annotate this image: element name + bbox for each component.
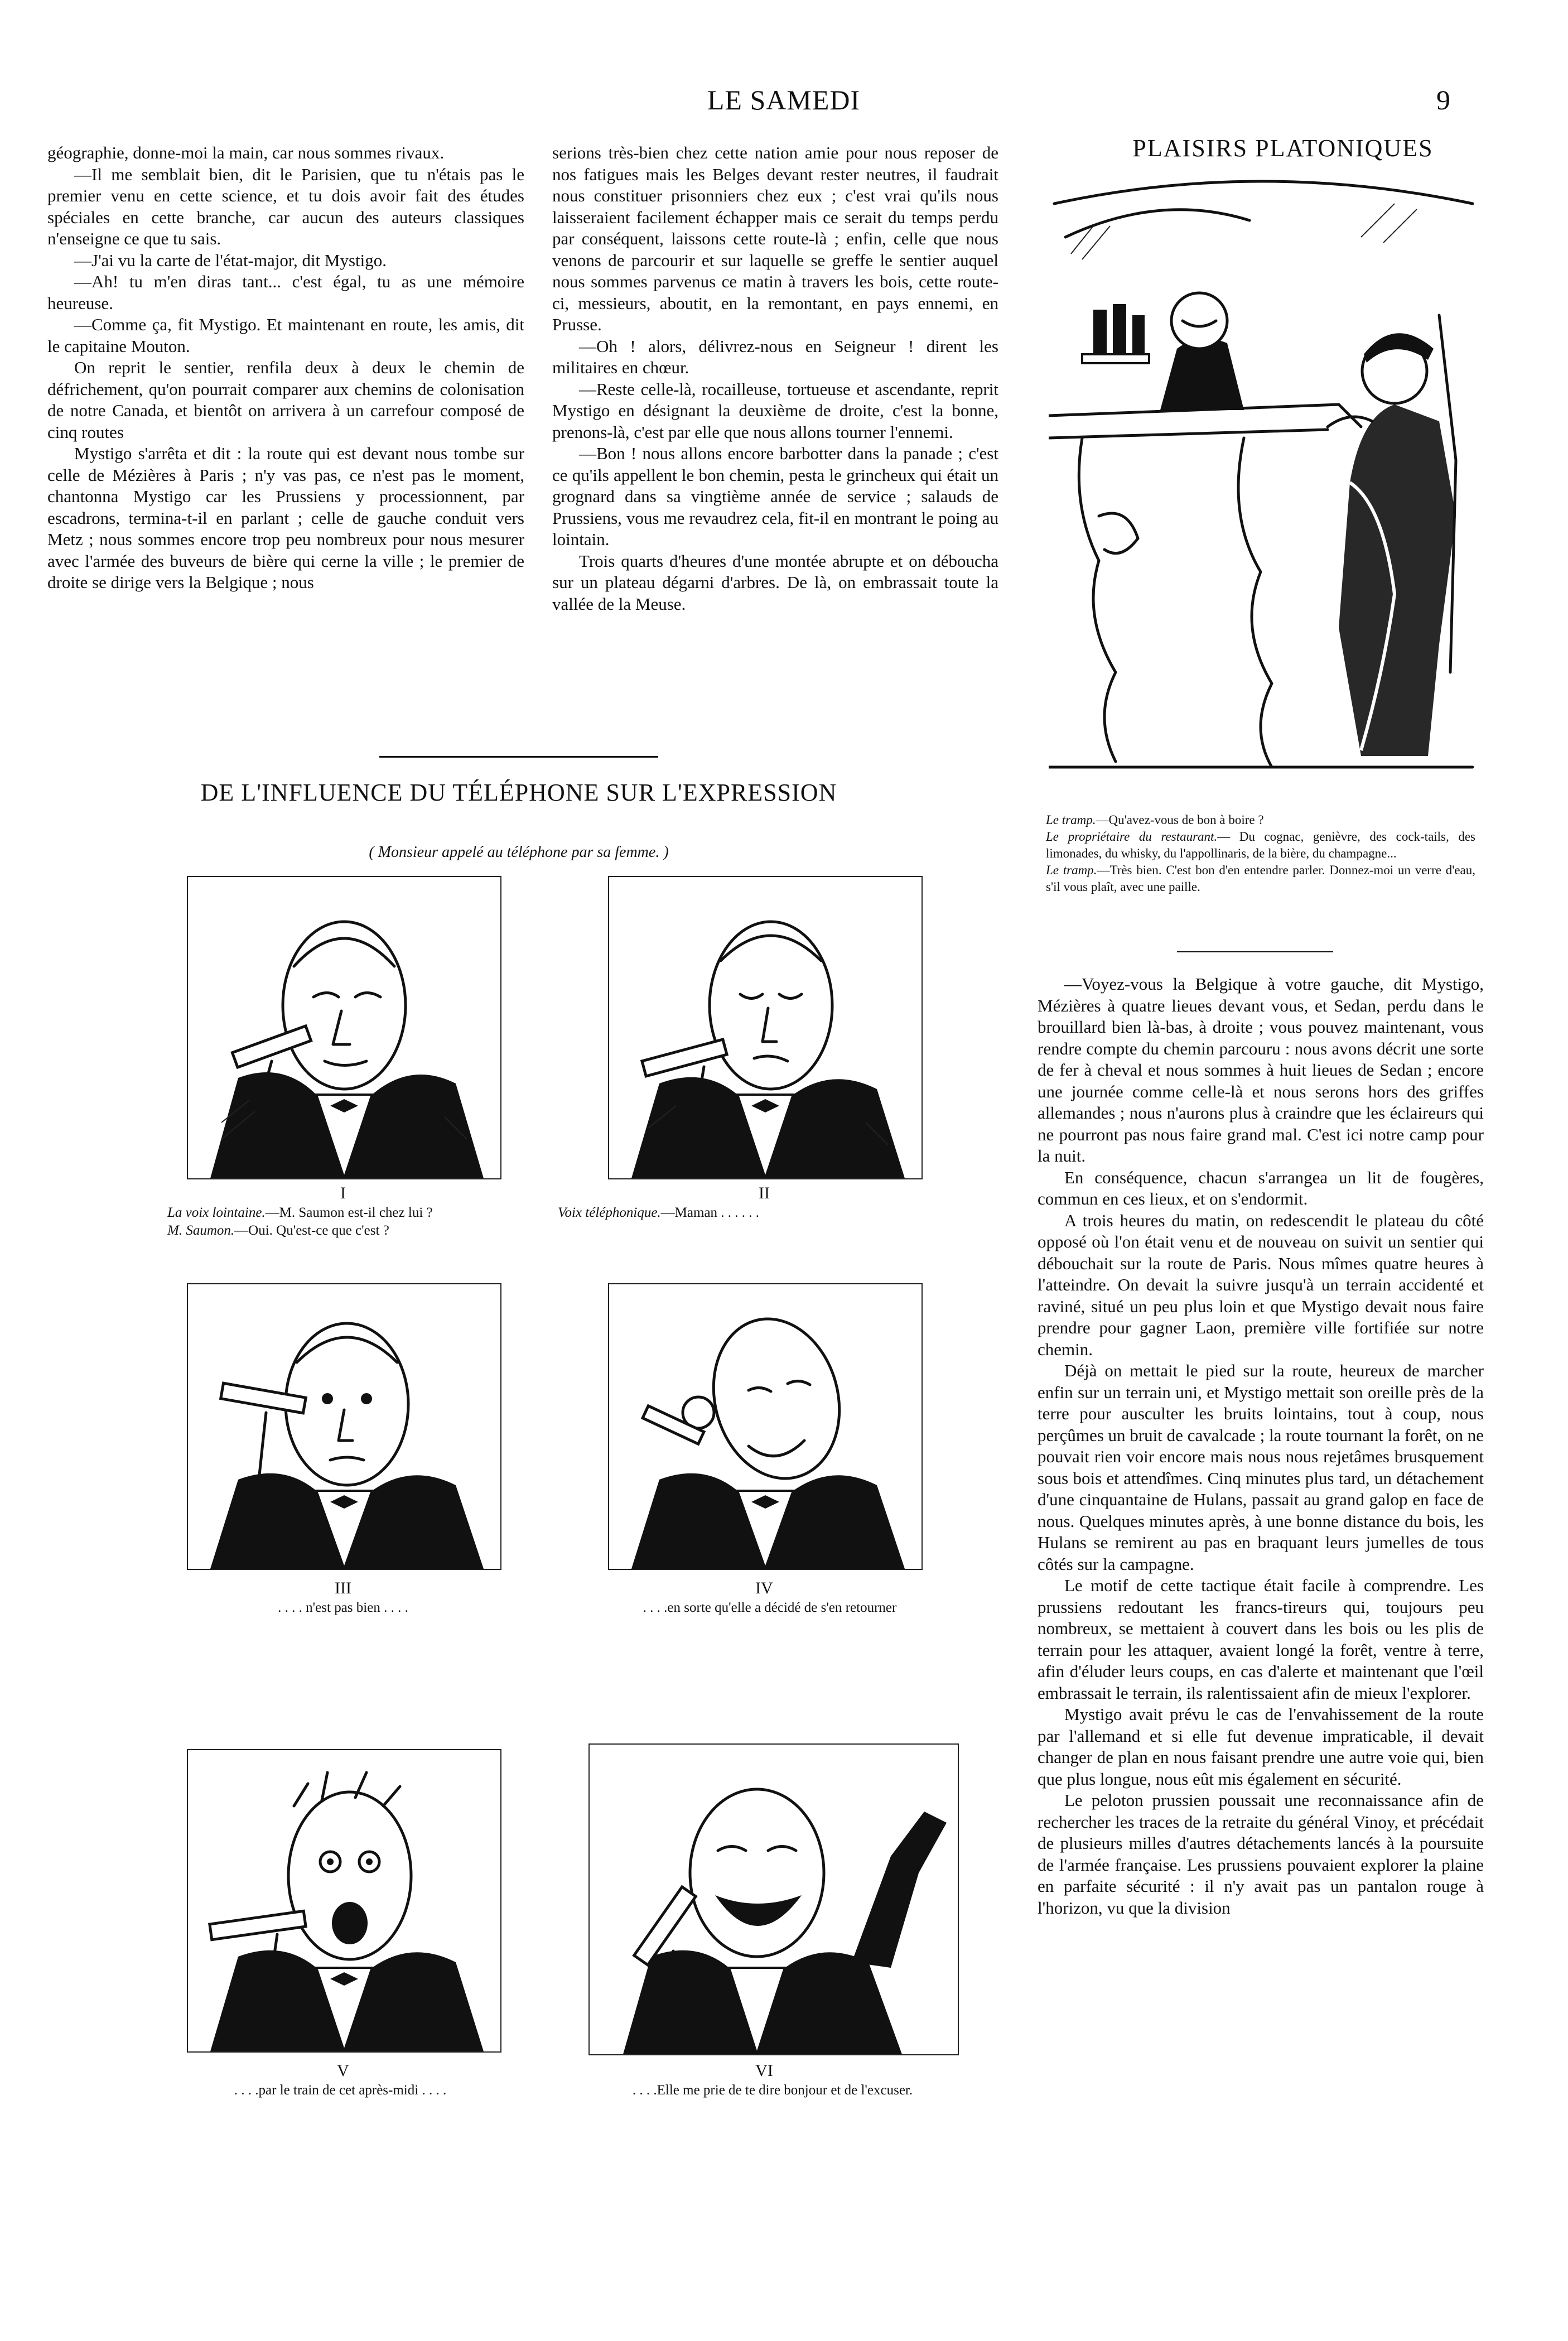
caption-text: . . . .Elle me prie de te dire bonjour et de l'excuser.	[632, 2083, 913, 2098]
caption-speaker: Le propriétaire du restaurant.	[1046, 830, 1218, 844]
bar-scene-illustration	[1049, 170, 1475, 778]
paragraph: Trois quarts d'heures d'une montée abrupte et on déboucha sur un plateau dégarni d'arbres. De là, on embrassait toute la vallée de la Meuse.	[552, 551, 998, 614]
illustration-panel-3	[187, 1283, 501, 1570]
paragraph: Le peloton prussien poussait une reconnaissance afin de rechercher les traces de la retraite du général Vinoy, et précédait de plusieurs milles d'autres détachements lancés à la poursuite de l'armée française. Les prussiens pouvaient explorer la plaine en parfaite sécurité : il n'y avait pas un pantalon rouge à l'horizon, vu que la division	[1038, 1790, 1484, 1918]
man-on-telephone-illustration	[188, 877, 500, 1178]
caption-speaker: Le tramp.	[1046, 863, 1097, 877]
paragraph: Le motif de cette tactique était facile à comprendre. Les prussiens redoutant les francs-tireurs qui, toujours peu nombreux, se mettaient à couvert dans les bois ou les plis de terrain pour les attaquer, avaient longé la forêt, ventre à terre, afin d'éluder leurs coups, en cas d'alerte et maintenant que l'œil embrassait le terrain, ils ralentissaient afin de mieux l'explorer.	[1038, 1576, 1484, 1703]
caption-speaker: Voix téléphonique.	[558, 1205, 661, 1220]
page-header	[0, 84, 1568, 123]
paragraph: Mystigo avait prévu le cas de l'envahissement de la route par l'allemand et si elle fut devenue impraticable, il devait changer de plan en nous faisant prendre une autre voie qui, bien que plus longue, nous eût mis également en sécurité.	[1038, 1704, 1484, 1789]
paragraph: —Bon ! nous allons encore barbotter dans la panade ; c'est ce qu'ils appellent le bon chemin, pesta le grincheux qui était un grognard dans sa vingtième année de service ; salauds de Prussiens, vous me revaudrez cela, fit-il en montrant le poing au lointain.	[552, 444, 998, 549]
illustration-panel-1	[187, 876, 501, 1179]
paragraph: On reprit le sentier, renfila deux à deux le chemin de défrichement, qu'on pourrait comparer aux chemins de colonisation de notre Canada, et bientôt on arrivera à un carrefour composé de cinq routes	[47, 358, 524, 442]
illustration-title: PLAISIRS PLATONIQUES	[1132, 134, 1434, 162]
caption-text: —M. Saumon est-il chez lui ?	[265, 1205, 433, 1220]
panel-numeral: VI	[755, 2061, 773, 2080]
illustration-panel-6	[588, 1743, 959, 2055]
illustration-caption	[1046, 812, 1475, 895]
caption-text: —Oui. Qu'est-ce que c'est ?	[234, 1223, 389, 1238]
caption-text: —Maman . . . . . .	[660, 1205, 760, 1220]
text-column-2	[552, 142, 998, 615]
tramp-at-bar-illustration	[1049, 170, 1475, 778]
caption-text: . . . .par le train de cet après-midi . . . .	[234, 2083, 447, 2098]
paragraph: —Il me semblait bien, dit le Parisien, que tu n'étais pas le premier venu en cette science, et tu dois avoir fait des études spéciales en cette branche, car aucun des auteurs classiques n'enseigne ce que tu sais.	[47, 164, 524, 248]
caption-speaker: Le tramp.	[1046, 813, 1096, 827]
panel-numeral: I	[340, 1184, 346, 1202]
illustration-panel-4	[608, 1283, 923, 1570]
caption-text: —Très bien. C'est bon d'en entendre parler. Donnez-moi un verre d'eau, s'il vous plaît, avec une paille.	[1046, 863, 1475, 894]
caption-speaker: M. Saumon.	[167, 1223, 235, 1238]
man-on-telephone-illustration	[609, 877, 921, 1178]
paragraph: —Ah! tu m'en diras tant... c'est égal, tu as une mémoire heureuse.	[47, 272, 524, 313]
man-on-telephone-illustration	[609, 1284, 921, 1569]
panel-caption	[145, 2082, 535, 2099]
section-divider	[379, 756, 658, 758]
caption-text: . . . . n'est pas bien . . . .	[278, 1600, 408, 1615]
paragraph: A trois heures du matin, on redescendit le plateau du côté opposé où l'on était venu et de nouveau on suivit un sentier qui débouchait sur la route de Paris. Nous mîmes quatre heures à l'atteindre. On devait la suivre jusqu'à un terrain accidenté et raviné, situé un peu plus loin et que Mystigo devait nous faire prendre pour gagner Laon, première ville fortifiée sur notre chemin.	[1038, 1210, 1484, 1359]
caption-text: — Du cognac, genièvre, des cock-tails, des limonades, du whisky, du l'appollinaris, de la bière, du champagne...	[1046, 830, 1475, 860]
paragraph: Mystigo s'arrêta et dit : la route qui est devant nous tombe sur celle de Mézières à Paris ; n'y vas pas, ce n'est pas le moment, chantonna Mystigo car les Prussiens y processionnent, par escadrons, termina-t-il en parlant ; celle de gauche conduit vers Metz ; nous sommes encore trop peu nombreux pour nous mesurer avec l'armée des buveurs de bière qui cerne la ville ; le premier de droite se dirige vers la Belgique ; nous	[47, 444, 524, 592]
panel-caption	[558, 1599, 982, 1617]
panel-numeral: III	[335, 1579, 351, 1597]
panel-caption	[187, 1599, 499, 1617]
section-subtitle: ( Monsieur appelé au téléphone par sa femme. )	[369, 844, 669, 861]
paragraph: —Oh ! alors, délivrez-nous en Seigneur ! dirent les militaires en chœur.	[552, 336, 998, 377]
paragraph: géographie, donne-moi la main, car nous sommes rivaux.	[47, 143, 445, 162]
text-column-1	[47, 142, 524, 594]
page-number: 9	[1436, 84, 1450, 115]
panel-numeral: II	[759, 1184, 770, 1202]
newspaper-title: LE SAMEDI	[707, 84, 861, 115]
paragraph: —Reste celle-là, rocailleuse, tortueuse et ascendante, reprit Mystigo en désignant la deuxième de droite, c'est la bonne, prenons-là, c'est par elle que nous allons tourner l'ennemi.	[552, 379, 998, 442]
man-on-telephone-illustration	[188, 1284, 500, 1569]
text-column-3	[1038, 974, 1484, 1919]
paragraph: serions très-bien chez cette nation amie pour nous reposer de nos fatigues mais les Belges devant rester neutres, il faudrait nous constituer prisonniers chez eux ; c'est vrai qu'ils nous laisseraient facilement échapper mais ce serait du temps perdu par conséquent, laissons cette route-là ; enfin, celle que nous venons de parcourir et sur laquelle se greffe le sentier auquel nous sommes parvenus ce matin à travers les bois, cette route-ci, messieurs, aboutit, en la remontant, en pays ennemi, en Prusse.	[552, 143, 998, 334]
panel-numeral: IV	[755, 1579, 773, 1597]
panel-caption	[558, 1204, 959, 1222]
panel-caption	[167, 1204, 569, 1240]
paragraph: —J'ai vu la carte de l'état-major, dit Mystigo.	[74, 250, 387, 270]
paragraph: —Comme ça, fit Mystigo. Et maintenant en route, les amis, dit le capitaine Mouton.	[47, 315, 524, 356]
illustration-panel-2	[608, 876, 923, 1179]
caption-divider	[1177, 951, 1333, 952]
man-laughing-on-telephone-illustration	[590, 1745, 958, 2054]
man-on-telephone-illustration	[188, 1750, 500, 2051]
caption-speaker: La voix lointaine.	[167, 1205, 266, 1220]
panel-caption	[552, 2082, 993, 2099]
paragraph: En conséquence, chacun s'arrangea un lit de fougères, commun en ces lieux, et on s'endormit.	[1038, 1167, 1484, 1208]
caption-text: . . . .en sorte qu'elle a décidé de s'en retourner	[643, 1600, 897, 1615]
section-title: DE L'INFLUENCE DU TÉLÉPHONE SUR L'EXPRESSION	[200, 779, 837, 806]
paragraph: —Voyez-vous la Belgique à votre gauche, dit Mystigo, Mézières à quatre lieues devant vous, et Sedan, perdu dans le brouillard bien là-bas, à droite ; vous pouvez maintenant, vous rendre compte du chemin parcouru : nous avons décrit une sorte de fer à cheval et nous sommes à huit lieues de Sedan ; encore une journée comme celle-là et nous serons hors des griffes allemandes ; nous n'aurons plus à craindre que les éclaireurs qui ne pourront pas nous faire grand mal. C'est ici notre camp pour la nuit.	[1038, 974, 1484, 1165]
illustration-panel-5	[187, 1749, 501, 2053]
panel-numeral: V	[337, 2061, 349, 2080]
paragraph: Déjà on mettait le pied sur la route, heureux de marcher enfin sur un terrain uni, et Mystigo mettait son oreille près de la terre pour ausculter les bruits lointains, tout à coup, nous perçûmes un bruit de cavalcade ; la route tournant la forêt, on ne pouvait rien voir encore mais nous nous rejetâmes brusquement sous bois et attendîmes. Cinq minutes plus tard, un détachement d'une cinquantaine de Hulans, passait au grand galop en face de nous. Quelques minutes après, à une bonne distance du bois, les Hulans se remirent au pas en braquant leurs jumelles de tous côtés sur la campagne.	[1038, 1361, 1484, 1574]
caption-text: —Qu'avez-vous de bon à boire ?	[1096, 813, 1264, 827]
